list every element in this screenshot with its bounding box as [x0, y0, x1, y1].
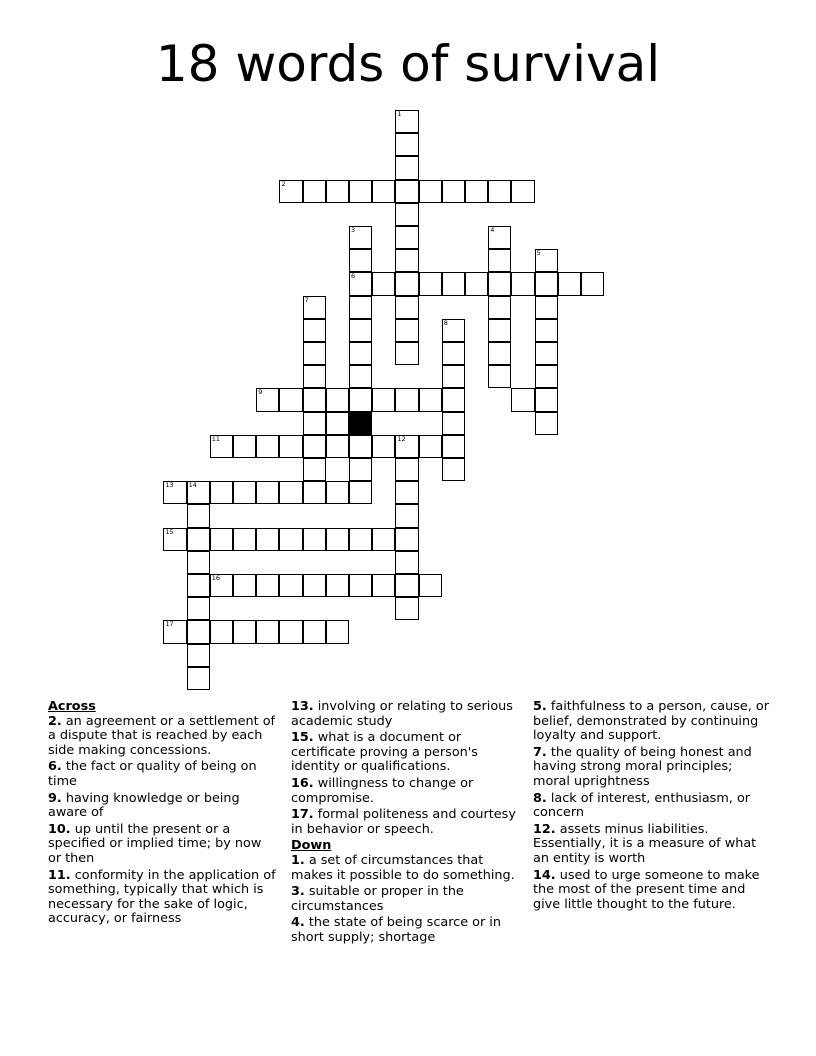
clue-text: up until the present or a specified or implied time; by now or then [48, 821, 262, 866]
clue-text: suitable or proper in the circumstances [291, 884, 464, 914]
grid-cell[interactable] [187, 504, 210, 527]
grid-cell[interactable] [279, 435, 302, 458]
clue [48, 760, 278, 789]
grid-cell[interactable] [187, 667, 210, 690]
clue-text: conformity in the application of something, typically that which is necessary for the sake of logic, accuracy, or fairness [48, 867, 276, 927]
clue-number: 17 [165, 620, 174, 629]
clue-text: formal politeness and courtesy in behavior or speech. [291, 807, 516, 837]
grid-cell[interactable] [395, 504, 418, 527]
grid-cell[interactable] [303, 319, 326, 342]
across-clue-list [48, 715, 278, 927]
clue [48, 715, 278, 759]
clue-number: 7 [304, 295, 309, 304]
grid-cell[interactable] [187, 528, 210, 551]
grid-cell[interactable] [442, 342, 465, 365]
grid-cell[interactable] [488, 296, 511, 319]
grid-cell[interactable] [395, 458, 418, 481]
grid-cell[interactable] [558, 272, 581, 295]
clue-number: 14 [188, 481, 197, 490]
grid-cell[interactable] [395, 388, 418, 411]
grid-cell[interactable] [349, 481, 372, 504]
clue-text: willingness to change or compromise. [291, 775, 474, 806]
grid-cell[interactable] [372, 180, 395, 203]
grid-cell[interactable] [419, 388, 442, 411]
grid-cell[interactable] [535, 365, 558, 388]
grid-cell[interactable] [395, 319, 418, 342]
grid-cell[interactable] [256, 435, 279, 458]
grid-cell[interactable] [395, 296, 418, 319]
clue-number-label: 5. [533, 699, 547, 714]
grid-cell[interactable] [395, 156, 418, 179]
grid-cell[interactable] [349, 226, 372, 249]
grid-cell[interactable] [395, 133, 418, 156]
grid-cell[interactable] [372, 528, 395, 551]
grid-cell[interactable] [419, 435, 442, 458]
grid-cell[interactable] [349, 458, 372, 481]
down-header: Down [291, 838, 332, 854]
clue-text: faithfulness to a person, cause, or belief, demonstrated by continuing loyalty and support. [533, 699, 770, 744]
black-cell [349, 412, 372, 435]
grid-cell[interactable] [233, 528, 256, 551]
grid-cell[interactable] [303, 342, 326, 365]
grid-cell[interactable] [349, 272, 372, 295]
clue [291, 885, 523, 914]
grid-cell[interactable] [535, 319, 558, 342]
across-header: Across [48, 699, 96, 714]
grid-cell[interactable] [326, 481, 349, 504]
grid-cell[interactable] [442, 272, 465, 295]
grid-cell[interactable] [395, 435, 418, 458]
grid-cell[interactable] [279, 574, 302, 597]
grid-cell[interactable] [210, 528, 233, 551]
grid-cell[interactable] [349, 365, 372, 388]
grid-cell[interactable] [372, 435, 395, 458]
clue [291, 916, 523, 945]
grid-cell[interactable] [326, 574, 349, 597]
clue-text: the state of being scarce or in short supply; shortage [291, 915, 501, 945]
grid-cell[interactable] [303, 620, 326, 643]
clue [291, 700, 523, 729]
grid-cell[interactable] [511, 180, 534, 203]
clue-number-label: 12. [533, 821, 556, 837]
grid-cell[interactable] [395, 528, 418, 551]
clue-number-label: 14. [533, 867, 556, 883]
grid-cell[interactable] [488, 226, 511, 249]
grid-cell[interactable] [303, 574, 326, 597]
grid-cell[interactable] [256, 620, 279, 643]
clue-number: 2 [281, 179, 286, 188]
clue-number: 6 [351, 272, 356, 281]
clue-number-label: 11. [48, 867, 71, 883]
grid-cell[interactable] [465, 180, 488, 203]
grid-cell[interactable] [279, 620, 302, 643]
clue-text: lack of interest, enthusiasm, or concern [533, 790, 751, 821]
clue-number: 1 [397, 110, 402, 118]
grid-cell[interactable] [326, 180, 349, 203]
clue [533, 823, 773, 867]
grid-cell[interactable] [395, 110, 418, 133]
clue-column-2 [291, 700, 523, 948]
grid-cell[interactable] [535, 412, 558, 435]
grid-cell[interactable] [233, 435, 256, 458]
clue-text: what is a document or certificate proving a person's identity or qualifications. [291, 730, 478, 775]
grid-cell[interactable] [372, 388, 395, 411]
clue [533, 869, 773, 913]
grid-cell[interactable] [326, 435, 349, 458]
grid-cell[interactable] [488, 272, 511, 295]
grid-cell[interactable] [535, 296, 558, 319]
grid-cell[interactable] [233, 574, 256, 597]
clue-number-label: 1. [291, 852, 305, 868]
clue-text: assets minus liabilities. Essentially, it is a measure of what an entity is worth [533, 821, 757, 866]
grid-cell[interactable] [303, 412, 326, 435]
grid-cell[interactable] [163, 620, 186, 643]
clue-number: 9 [258, 388, 263, 397]
clue [291, 854, 523, 883]
clue-number-label: 7. [533, 744, 547, 760]
clue [291, 731, 523, 775]
grid-cell[interactable] [210, 481, 233, 504]
grid-cell[interactable] [303, 458, 326, 481]
grid-cell[interactable] [210, 435, 233, 458]
grid-cell[interactable] [326, 412, 349, 435]
grid-cell[interactable] [442, 180, 465, 203]
clue-number-label: 16. [291, 775, 314, 791]
grid-cell[interactable] [233, 481, 256, 504]
clue-text: having knowledge or being aware of [48, 790, 240, 821]
grid-cell[interactable] [395, 481, 418, 504]
clue-number: 15 [165, 527, 174, 536]
grid-cell[interactable] [279, 180, 302, 203]
grid-cell[interactable] [187, 620, 210, 643]
grid-cell[interactable] [535, 249, 558, 272]
grid-cell[interactable] [395, 597, 418, 620]
grid-cell[interactable] [256, 388, 279, 411]
grid-cell[interactable] [488, 180, 511, 203]
clue-number: 8 [443, 318, 448, 327]
clue-number-label: 8. [533, 790, 547, 806]
grid-cell[interactable] [395, 342, 418, 365]
clue-column-3 [533, 700, 773, 914]
clue-number-label: 3. [291, 884, 305, 900]
grid-cell[interactable] [395, 574, 418, 597]
grid-cell[interactable] [210, 574, 233, 597]
grid-cell[interactable] [326, 620, 349, 643]
clue-number: 3 [351, 226, 356, 234]
clue-number-label: 13. [291, 699, 314, 714]
grid-cell[interactable] [395, 249, 418, 272]
clue-text: an agreement or a settlement of a dispute that is reached by each side making concessions. [48, 713, 276, 758]
clue-text: the fact or quality of being on time [48, 759, 257, 789]
grid-cell[interactable] [349, 574, 372, 597]
grid-cell[interactable] [163, 481, 186, 504]
grid-cell[interactable] [511, 272, 534, 295]
clue [291, 777, 523, 806]
clue [533, 700, 773, 744]
grid-cell[interactable] [372, 574, 395, 597]
grid-cell[interactable] [442, 458, 465, 481]
grid-cell[interactable] [187, 597, 210, 620]
grid-cell[interactable] [187, 574, 210, 597]
grid-cell[interactable] [442, 435, 465, 458]
grid-cell[interactable] [442, 365, 465, 388]
grid-cell[interactable] [349, 249, 372, 272]
grid-cell[interactable] [465, 272, 488, 295]
grid-cell[interactable] [303, 388, 326, 411]
grid-cell[interactable] [581, 272, 604, 295]
grid-cell[interactable] [395, 272, 418, 295]
grid-cell[interactable] [442, 319, 465, 342]
grid-cell[interactable] [395, 226, 418, 249]
clue-number-label: 15. [291, 730, 314, 746]
grid-cell[interactable] [372, 272, 395, 295]
clue [48, 823, 278, 867]
clue-number-label: 6. [48, 759, 62, 775]
grid-cell[interactable] [349, 528, 372, 551]
grid-cell[interactable] [279, 528, 302, 551]
grid-cell[interactable] [395, 180, 418, 203]
clue-number: 4 [490, 226, 495, 234]
grid-cell[interactable] [279, 388, 302, 411]
grid-cell[interactable] [210, 620, 233, 643]
grid-cell[interactable] [442, 412, 465, 435]
grid-cell[interactable] [256, 574, 279, 597]
grid-cell[interactable] [535, 272, 558, 295]
grid-cell[interactable] [303, 296, 326, 319]
clue-number: 11 [211, 434, 221, 443]
clue-text: involving or relating to serious academic study [291, 699, 513, 729]
clue [533, 746, 773, 790]
clue-column-1 [48, 700, 278, 929]
across-clue-list-continued [291, 700, 523, 837]
down-clue-list [291, 854, 523, 946]
grid-cell[interactable] [395, 551, 418, 574]
grid-cell[interactable] [303, 365, 326, 388]
clue [48, 792, 278, 821]
clue-text: used to urge someone to make the most of the present time and give little thought to the future. [533, 867, 760, 912]
grid-cell[interactable] [187, 644, 210, 667]
grid-cell[interactable] [163, 528, 186, 551]
grid-cell[interactable] [442, 388, 465, 411]
grid-cell[interactable] [419, 180, 442, 203]
clue-number: 16 [211, 574, 221, 582]
grid-cell[interactable] [256, 481, 279, 504]
grid-cell[interactable] [395, 203, 418, 226]
clue-number-label: 9. [48, 790, 62, 806]
clue-text: the quality of being honest and having strong moral principles; moral uprightness [533, 744, 752, 789]
clue-number-label: 17. [291, 807, 314, 823]
grid-cell[interactable] [187, 551, 210, 574]
grid-cell[interactable] [326, 388, 349, 411]
clue-text: a set of circumstances that makes it possible to do something. [291, 852, 515, 883]
grid-cell[interactable] [303, 528, 326, 551]
grid-cell[interactable] [187, 481, 210, 504]
grid-cell[interactable] [488, 319, 511, 342]
grid-cell[interactable] [511, 388, 534, 411]
grid-cell[interactable] [349, 319, 372, 342]
grid-cell[interactable] [256, 528, 279, 551]
clue-number-label: 10. [48, 821, 71, 837]
grid-cell[interactable] [233, 620, 256, 643]
grid-cell[interactable] [488, 342, 511, 365]
grid-cell[interactable] [419, 574, 442, 597]
grid-cell[interactable] [326, 528, 349, 551]
grid-cell[interactable] [303, 180, 326, 203]
grid-cell[interactable] [279, 481, 302, 504]
clue-number: 13 [165, 481, 174, 490]
grid-cell[interactable] [535, 388, 558, 411]
grid-cell[interactable] [488, 365, 511, 388]
grid-cell[interactable] [349, 296, 372, 319]
grid-cell[interactable] [349, 435, 372, 458]
clue [48, 869, 278, 927]
grid-cell[interactable] [303, 481, 326, 504]
grid-cell[interactable] [349, 180, 372, 203]
grid-cell[interactable] [303, 435, 326, 458]
grid-cell[interactable] [419, 272, 442, 295]
clue [291, 808, 523, 837]
clue-number-label: 4. [291, 915, 305, 931]
clue-number-label: 2. [48, 713, 62, 729]
clue-number: 5 [536, 249, 541, 258]
grid-cell[interactable] [349, 342, 372, 365]
page-title: 18 words of survival [155, 35, 661, 93]
down-clue-list-continued [533, 700, 773, 912]
grid-cell[interactable] [488, 249, 511, 272]
clue [533, 792, 773, 821]
grid-cell[interactable] [535, 342, 558, 365]
grid-cell[interactable] [349, 388, 372, 411]
clue-number: 12 [397, 434, 406, 443]
